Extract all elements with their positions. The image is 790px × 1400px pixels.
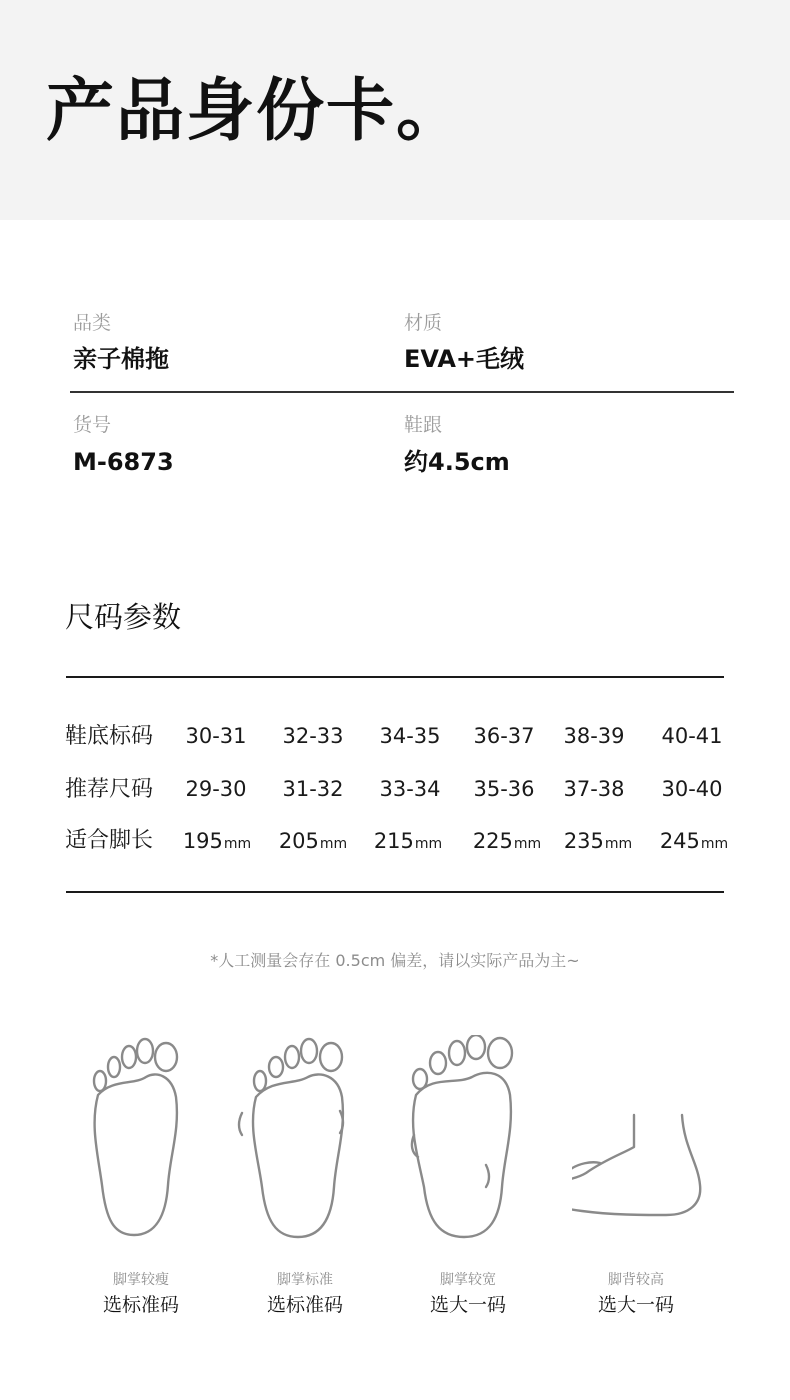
cell-unit: mm [414, 836, 443, 852]
foot-desc: 脚掌标准 [277, 1272, 333, 1288]
foot-desc: 脚掌较宽 [440, 1272, 496, 1288]
foot-advice: 选标准码 [102, 1294, 179, 1316]
info-divider [70, 391, 734, 393]
page-title: 产品身份卡。 [46, 72, 467, 151]
table-cell [172, 831, 262, 852]
table-cell: 30-31 [185, 724, 247, 748]
table-cell: 33-34 [379, 777, 441, 801]
standard-foot-icon [236, 1035, 366, 1250]
item-no-label: 货号 [73, 414, 112, 436]
foot-desc: 脚背较高 [608, 1272, 664, 1288]
table-cell [363, 831, 453, 852]
material-value: EVA+毛绒 [404, 345, 525, 373]
table-cell: 30-40 [661, 777, 723, 801]
cell-unit: mm [513, 836, 542, 852]
cell-unit: mm [700, 836, 729, 852]
row-label-foot-length: 适合脚长 [65, 828, 154, 853]
table-bottom-rule [66, 891, 724, 893]
cell-value: 225 [472, 829, 513, 853]
header-banner [0, 0, 790, 220]
foot-desc: 脚掌较瘦 [113, 1272, 169, 1288]
category-label: 品类 [73, 312, 112, 334]
row-label-sole-size: 鞋底标码 [65, 724, 154, 749]
cell-value: 235 [563, 829, 604, 853]
cell-value: 215 [373, 829, 414, 853]
table-cell [553, 831, 643, 852]
table-top-rule [66, 676, 724, 678]
category-value: 亲子棉拖 [73, 345, 169, 373]
table-cell: 37-38 [563, 777, 625, 801]
table-cell: 40-41 [661, 724, 723, 748]
heel-label: 鞋跟 [404, 414, 443, 436]
wide-foot-icon [402, 1035, 532, 1250]
row-label-recommended-size: 推荐尺码 [65, 777, 154, 802]
thin-foot-icon [72, 1035, 202, 1250]
item-no-value: M-6873 [73, 448, 174, 476]
high-instep-foot-icon [572, 1035, 702, 1250]
cell-unit: mm [223, 836, 252, 852]
cell-value: 205 [278, 829, 319, 853]
table-cell [649, 831, 739, 852]
measurement-note: *人工测量会存在 0.5cm 偏差，请以实际产品为主~ [210, 951, 580, 970]
table-cell: 34-35 [379, 724, 441, 748]
cell-unit: mm [319, 836, 348, 852]
cell-unit: mm [604, 836, 633, 852]
foot-advice: 选标准码 [266, 1294, 343, 1316]
size-section-title: 尺码参数 [65, 600, 182, 634]
cell-value: 245 [659, 829, 700, 853]
foot-advice: 选大一码 [597, 1294, 674, 1316]
table-cell: 38-39 [563, 724, 625, 748]
table-cell: 29-30 [185, 777, 247, 801]
heel-value: 约4.5cm [404, 448, 510, 476]
table-cell: 32-33 [282, 724, 344, 748]
table-cell: 36-37 [473, 724, 535, 748]
table-cell [268, 831, 358, 852]
table-cell: 31-32 [282, 777, 344, 801]
table-cell: 35-36 [473, 777, 535, 801]
table-cell [462, 831, 552, 852]
foot-advice: 选大一码 [429, 1294, 506, 1316]
material-label: 材质 [404, 312, 443, 334]
cell-value: 195 [182, 829, 223, 853]
